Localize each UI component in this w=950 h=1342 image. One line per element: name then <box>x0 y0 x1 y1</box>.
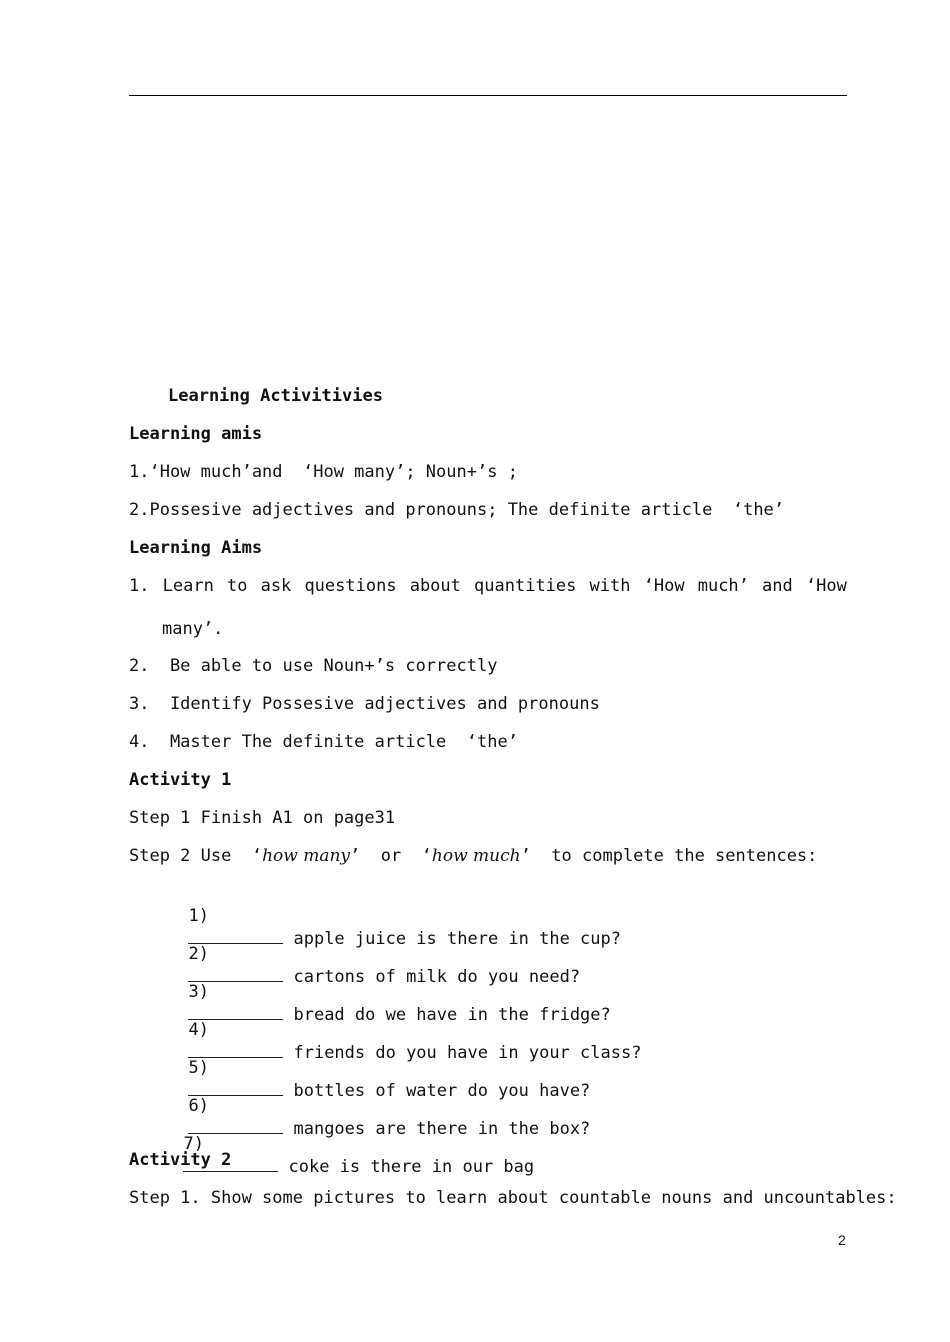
aim1-word: ‘How <box>643 576 685 596</box>
question-number: 4) <box>188 1020 209 1040</box>
aim1-word: much’ <box>697 576 749 596</box>
learning-amis-item-1: 1.‘How much’and ‘How many’; Noun+’s ; <box>129 462 518 482</box>
header-rule <box>129 95 847 96</box>
question-number: 2) <box>188 944 209 964</box>
aim1-word: quantities <box>474 576 577 596</box>
question-text: friends do you have in your class? <box>293 1043 642 1063</box>
question-text: cartons of milk do you need? <box>293 967 581 987</box>
aim1-word: ‘How <box>805 576 847 596</box>
step2-prefix: Step 2 Use ‘ <box>129 846 263 866</box>
question-text: mangoes are there in the box? <box>293 1119 591 1139</box>
activity-2-step-1: Step 1. Show some pictures to learn about countable nouns and uncountables: <box>129 1188 897 1208</box>
learning-aims-item-4: 4. Master The definite article ‘the’ <box>129 732 518 752</box>
step2-how-much: how much <box>431 846 521 866</box>
aim1-word: 1. <box>129 576 150 596</box>
aim1-word: about <box>409 576 461 596</box>
aim1-word: to <box>226 576 248 596</box>
activity-1-step-2 <box>129 845 817 867</box>
aim1-word: with <box>589 576 631 596</box>
step2-suffix: ’ to complete the sentences: <box>520 846 818 866</box>
learning-aims-item-3: 3. Identify Possesive adjectives and pronouns <box>129 694 600 714</box>
step2-mid: ’ or ‘ <box>350 846 432 866</box>
question-text: coke is there in our bag <box>288 1157 535 1177</box>
learning-amis-item-2: 2.Possesive adjectives and pronouns; The definite article ‘the’ <box>129 500 785 520</box>
aim1-word: ask <box>260 576 292 596</box>
question-number: 6) <box>188 1096 209 1116</box>
aim1-word: Learn <box>162 576 214 596</box>
learning-aims-item-2: 2. Be able to use Noun+’s correctly <box>129 656 498 676</box>
aim1-word: questions <box>304 576 397 596</box>
question-text: apple juice is there in the cup? <box>293 929 621 949</box>
question-number: 3) <box>188 982 209 1002</box>
learning-aims-item-1 <box>129 575 847 597</box>
question-text: bottles of water do you have? <box>293 1081 591 1101</box>
activity-1-step-1: Step 1 Finish A1 on page31 <box>129 808 396 828</box>
activity-1-heading: Activity 1 <box>129 770 232 790</box>
question-number: 1) <box>188 906 209 926</box>
aim1-word: and <box>762 576 793 596</box>
learning-amis-heading: Learning amis <box>129 424 263 444</box>
page-number: 2 <box>838 1232 846 1248</box>
question-number: 7) <box>183 1134 204 1154</box>
learning-aims-item-1-continued: many’. <box>162 619 224 639</box>
learning-aims-heading: Learning Aims <box>129 538 263 558</box>
section-title: Learning Activitivies <box>168 386 383 406</box>
step2-how-many: how many <box>262 846 351 866</box>
question-text: bread do we have in the fridge? <box>293 1005 611 1025</box>
question-number: 5) <box>188 1058 209 1078</box>
activity-2-heading: Activity 2 <box>129 1150 232 1170</box>
